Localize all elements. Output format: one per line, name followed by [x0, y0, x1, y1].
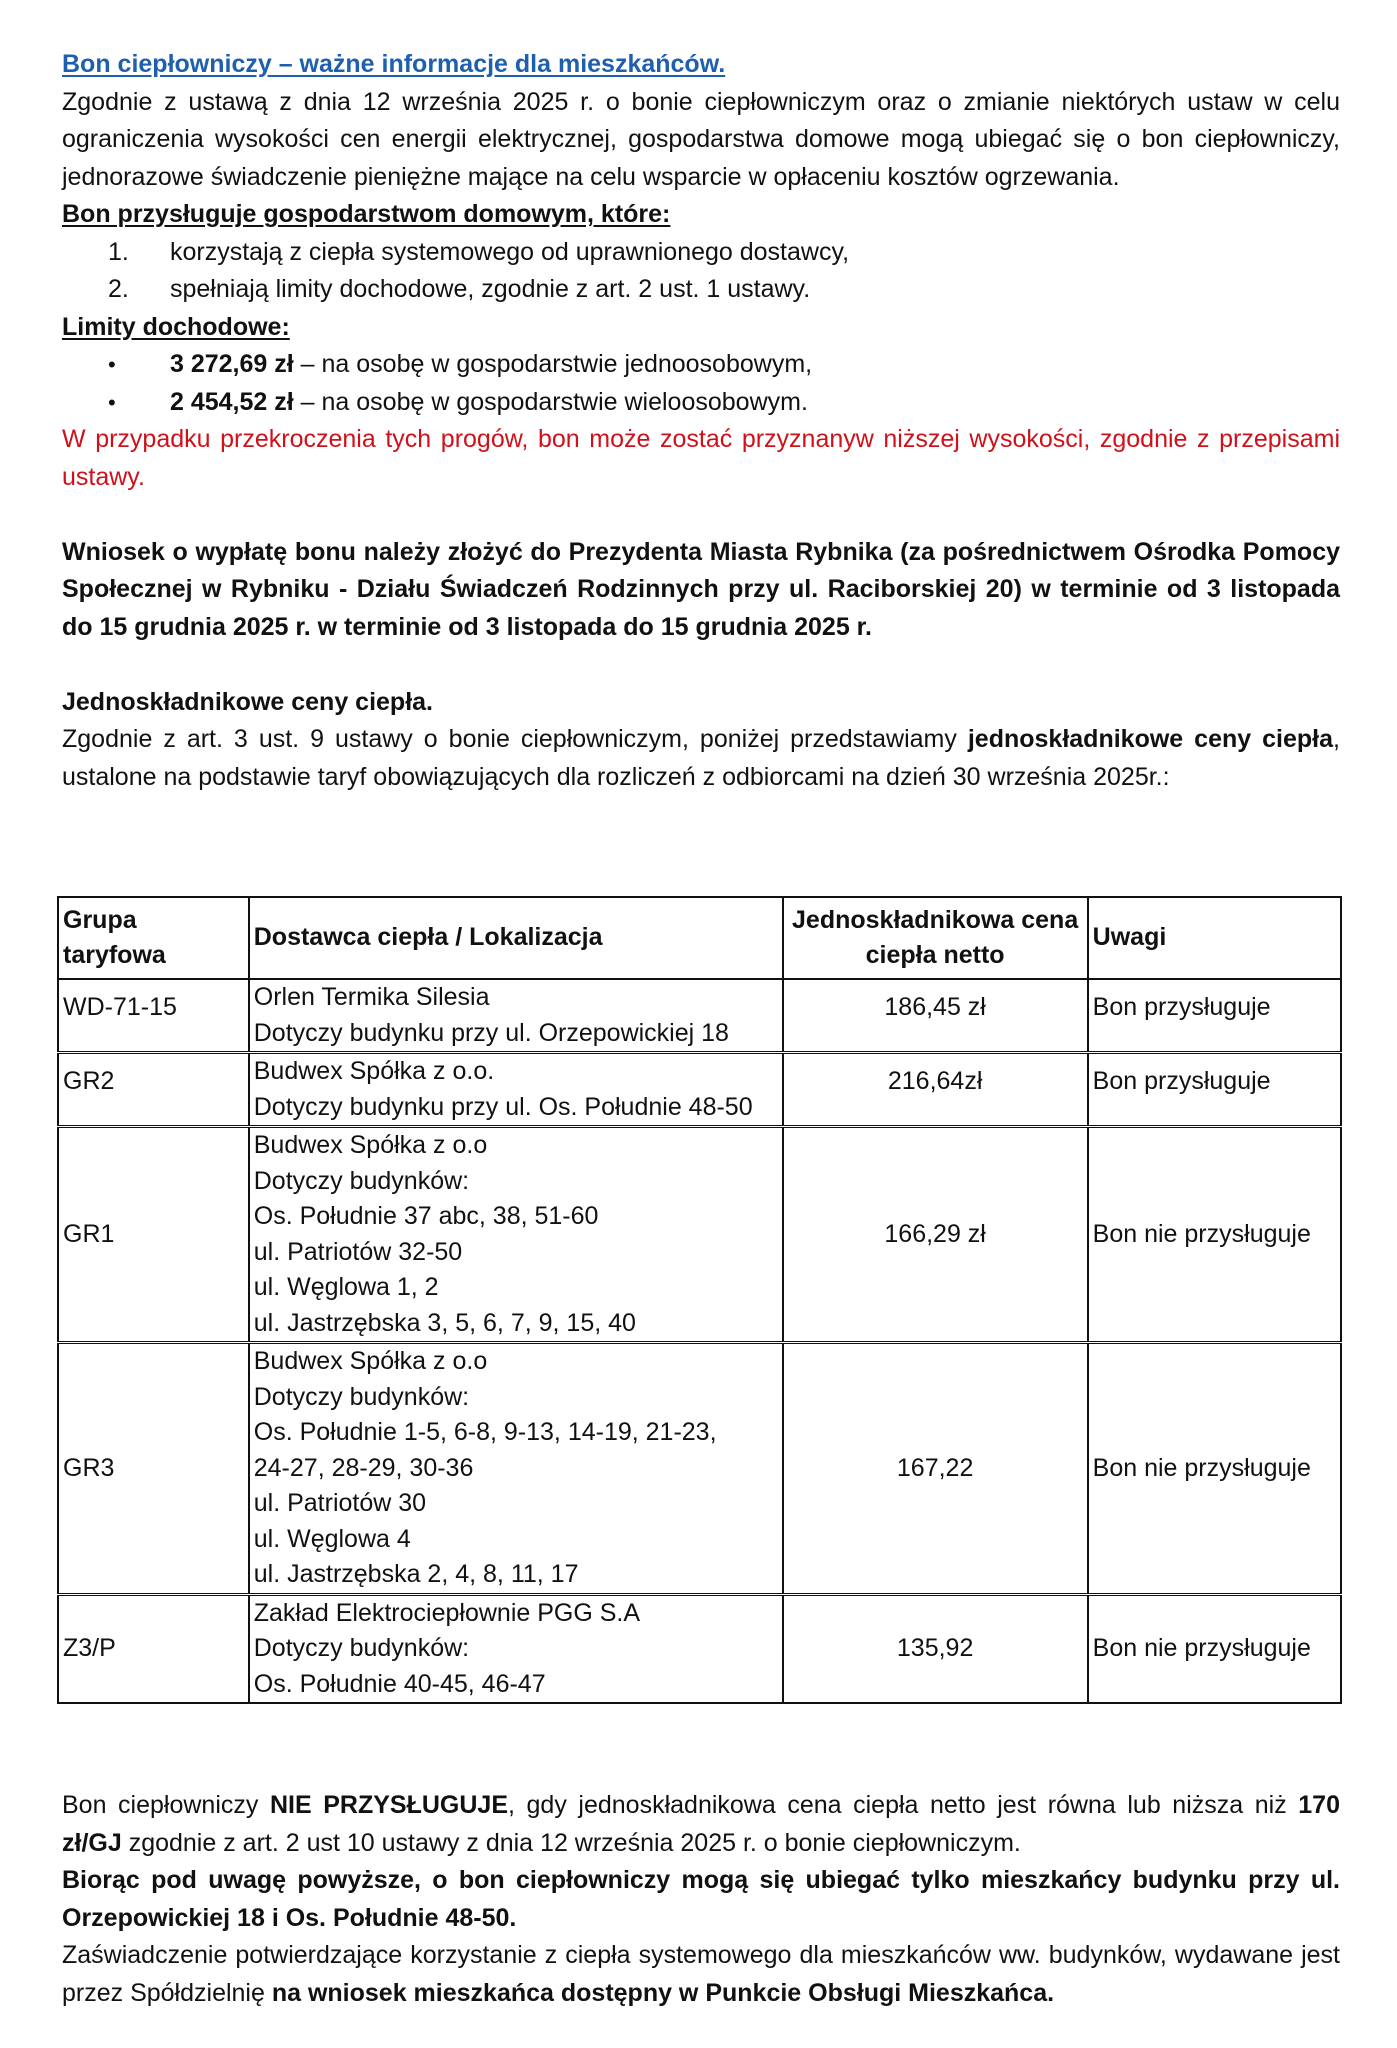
footer-paragraph-eligible-buildings: Biorąc pod uwagę powyższe, o bon ciepłowniczy mogą się ubiegać tylko mieszkańcy budynku przy ul. Orzepowickiej 18 i Os. Południe 48-50.: [62, 1866, 1340, 1932]
footer-threshold: 170 zł/GJ: [62, 1791, 1340, 1857]
table-row: [58, 1127, 1341, 1343]
table-row: [58, 979, 1341, 1053]
cell-tariff-group: WD-71-15: [58, 979, 249, 1053]
income-limit-text: – na osobę w gospodarstwie jednoosobowym,: [293, 350, 813, 378]
document-page: [62, 46, 1340, 796]
income-limit-item: [62, 346, 1340, 384]
footer-notes: [62, 1787, 1340, 2012]
supplier-line: Zakład Elektrociepłownie PGG S.A: [253, 1598, 641, 1627]
intro-paragraph: Zgodnie z ustawą z dnia 12 września 2025 r. o bonie ciepłowniczym oraz o zmianie niektórych ustaw w celu ograniczenia wysokości cen energii elektrycznej, gospodarstwa domowe mogą ubiegać się o bon ciepłowniczy, jednorazowe świadczenie pieniężne mające na celu wsparcie w opłaceniu kosztów ogrzewania.: [62, 87, 1340, 191]
supplier-line: Dotyczy budynków:: [253, 1166, 470, 1195]
cell-tariff-group: GR3: [58, 1343, 249, 1595]
cell-supplier: [249, 1594, 783, 1703]
cell-tariff-group: GR2: [58, 1053, 249, 1127]
list-number: 1.: [108, 237, 129, 266]
income-limit-item: [62, 384, 1340, 422]
header-tariff-group: Grupa taryfowa: [58, 897, 249, 979]
table-header-row: [58, 897, 1341, 979]
supplier-line: Dotyczy budynków:: [253, 1382, 470, 1411]
footer-paragraph-not-eligible: [62, 1787, 1340, 1862]
header-price: Jednoskładnikowa cena ciepła netto: [783, 897, 1088, 979]
prices-intro-bold: jednoskładnikowe ceny ciepła: [967, 725, 1334, 753]
income-limits-heading: Limity dochodowe:: [62, 312, 290, 341]
table-row: [58, 1053, 1341, 1127]
footer-text: zgodnie z art. 2 ust 10 ustawy z dnia 12 września 2025 r. o bonie ciepłowniczym.: [121, 1828, 1021, 1857]
cell-price: 166,29 zł: [783, 1127, 1088, 1343]
cell-supplier: [249, 1127, 783, 1343]
supplier-line: Dotyczy budynków:: [253, 1634, 470, 1662]
footer-text: Bon ciepłowniczy: [62, 1791, 270, 1819]
threshold-warning: W przypadku przekroczenia tych progów, bon może zostać przyznanyw niższej wysokości, zgodnie z przepisami ustawy.: [62, 425, 1340, 491]
eligibility-heading: Bon przysługuje gospodarstwom domowym, które:: [62, 200, 671, 228]
footer-bold: na wniosek mieszkańca dostępny w Punkcie Obsługi Mieszkańca.: [271, 1978, 1055, 2007]
supplier-line: Budwex Spółka z o.o: [253, 1131, 488, 1159]
prices-intro-text-end: , ustalone na podstawie taryf obowiązujących dla rozliczeń z odbiorcami na dzień 30 września 2025r.:: [62, 725, 1340, 791]
bullet-icon: •: [108, 389, 116, 415]
eligibility-item: [62, 234, 1340, 272]
header-supplier: Dostawca ciepła / Lokalizacja: [249, 897, 783, 979]
supplier-line: Os. Południe 40-45, 46-47: [253, 1669, 546, 1698]
supplier-line: 24-27, 28-29, 30-36: [253, 1453, 474, 1482]
supplier-line: ul. Jastrzębska 3, 5, 6, 7, 9, 15, 40: [253, 1308, 636, 1337]
supplier-line: Os. Południe 37 abc, 38, 51-60: [253, 1202, 599, 1230]
prices-heading: Jednoskładnikowe ceny ciepła.: [62, 687, 433, 716]
income-limit-amount: 2 454,52 zł: [170, 387, 294, 416]
cell-tariff-group: GR1: [58, 1127, 249, 1343]
supplier-line: ul. Węglowa 1, 2: [253, 1273, 439, 1301]
prices-intro-text: Zgodnie z art. 3 ust. 9 ustawy o bonie ciepłowniczym, poniżej przedstawiamy: [62, 725, 968, 753]
income-limits-list: [62, 346, 1340, 421]
cell-notes: Bon przysługuje: [1088, 1053, 1341, 1127]
cell-tariff-group: Z3/P: [58, 1594, 249, 1703]
income-limit-text: – na osobę w gospodarstwie wieloosobowym.: [293, 387, 808, 416]
footer-paragraph-certificate: [62, 1937, 1340, 2012]
footer-text: , gdy jednoskładnikowa cena ciepła netto jest równa lub niższa niż: [508, 1791, 1299, 1819]
supplier-line: ul. Jastrzębska 2, 4, 8, 11, 17: [253, 1560, 579, 1588]
supplier-line: ul. Patriotów 32-50: [253, 1237, 463, 1266]
supplier-line: Budwex Spółka z o.o: [253, 1347, 488, 1375]
supplier-line: ul. Węglowa 4: [253, 1524, 411, 1553]
cell-price: 135,92: [783, 1594, 1088, 1703]
income-limit-amount: 3 272,69 zł: [170, 350, 294, 378]
prices-intro: [62, 721, 1340, 796]
eligibility-item-text: korzystają z ciepła systemowego od uprawnionego dostawcy,: [170, 237, 850, 266]
cell-notes: Bon nie przysługuje: [1088, 1343, 1341, 1595]
heat-prices-table: [57, 896, 1342, 1704]
supplier-line: Budwex Spółka z o.o.: [253, 1057, 495, 1085]
document-title: Bon ciepłowniczy – ważne informacje dla mieszkańców.: [62, 50, 726, 78]
cell-price: 216,64zł: [783, 1053, 1088, 1127]
supplier-line: Dotyczy budynku przy ul. Os. Południe 48-50: [253, 1092, 753, 1121]
cell-price: 167,22: [783, 1343, 1088, 1595]
supplier-line: Os. Południe 1-5, 6-8, 9-13, 14-19, 21-23,: [253, 1418, 717, 1446]
cell-price: 186,45 zł: [783, 979, 1088, 1053]
header-notes: Uwagi: [1088, 897, 1341, 979]
supplier-line: ul. Patriotów 30: [253, 1489, 427, 1517]
table-row: [58, 1594, 1341, 1703]
eligibility-list: [62, 234, 1340, 309]
cell-notes: Bon przysługuje: [1088, 979, 1341, 1053]
cell-supplier: [249, 979, 783, 1053]
supplier-line: Dotyczy budynku przy ul. Orzepowickiej 18: [253, 1018, 729, 1047]
application-info: Wniosek o wypłatę bonu należy złożyć do Prezydenta Miasta Rybnika (za pośrednictwem Ośrodka Pomocy Społecznej w Rybniku - Działu Świadczeń Rodzinnych przy ul. Raciborskiej 20) w terminie od 3 listopada do 15 grudnia 2025 r. w terminie od 3 listopada do 15 grudnia 2025 r.: [62, 537, 1340, 641]
cell-notes: Bon nie przysługuje: [1088, 1594, 1341, 1703]
footer-bold: NIE PRZYSŁUGUJE: [269, 1791, 508, 1819]
footer-text: Zaświadczenie potwierdzające korzystanie z ciepła systemowego dla mieszkańców ww. budynków, wydawane jest przez Spółdzielnię: [62, 1941, 1340, 2007]
bullet-icon: •: [108, 352, 116, 377]
cell-notes: Bon nie przysługuje: [1088, 1127, 1341, 1343]
supplier-line: Orlen Termika Silesia: [253, 983, 490, 1011]
cell-supplier: [249, 1053, 783, 1127]
list-number: 2.: [108, 275, 129, 303]
eligibility-item-text: spełniają limity dochodowe, zgodnie z art. 2 ust. 1 ustawy.: [170, 275, 811, 303]
table-row: [58, 1343, 1341, 1595]
cell-supplier: [249, 1343, 783, 1595]
eligibility-item: [62, 271, 1340, 309]
